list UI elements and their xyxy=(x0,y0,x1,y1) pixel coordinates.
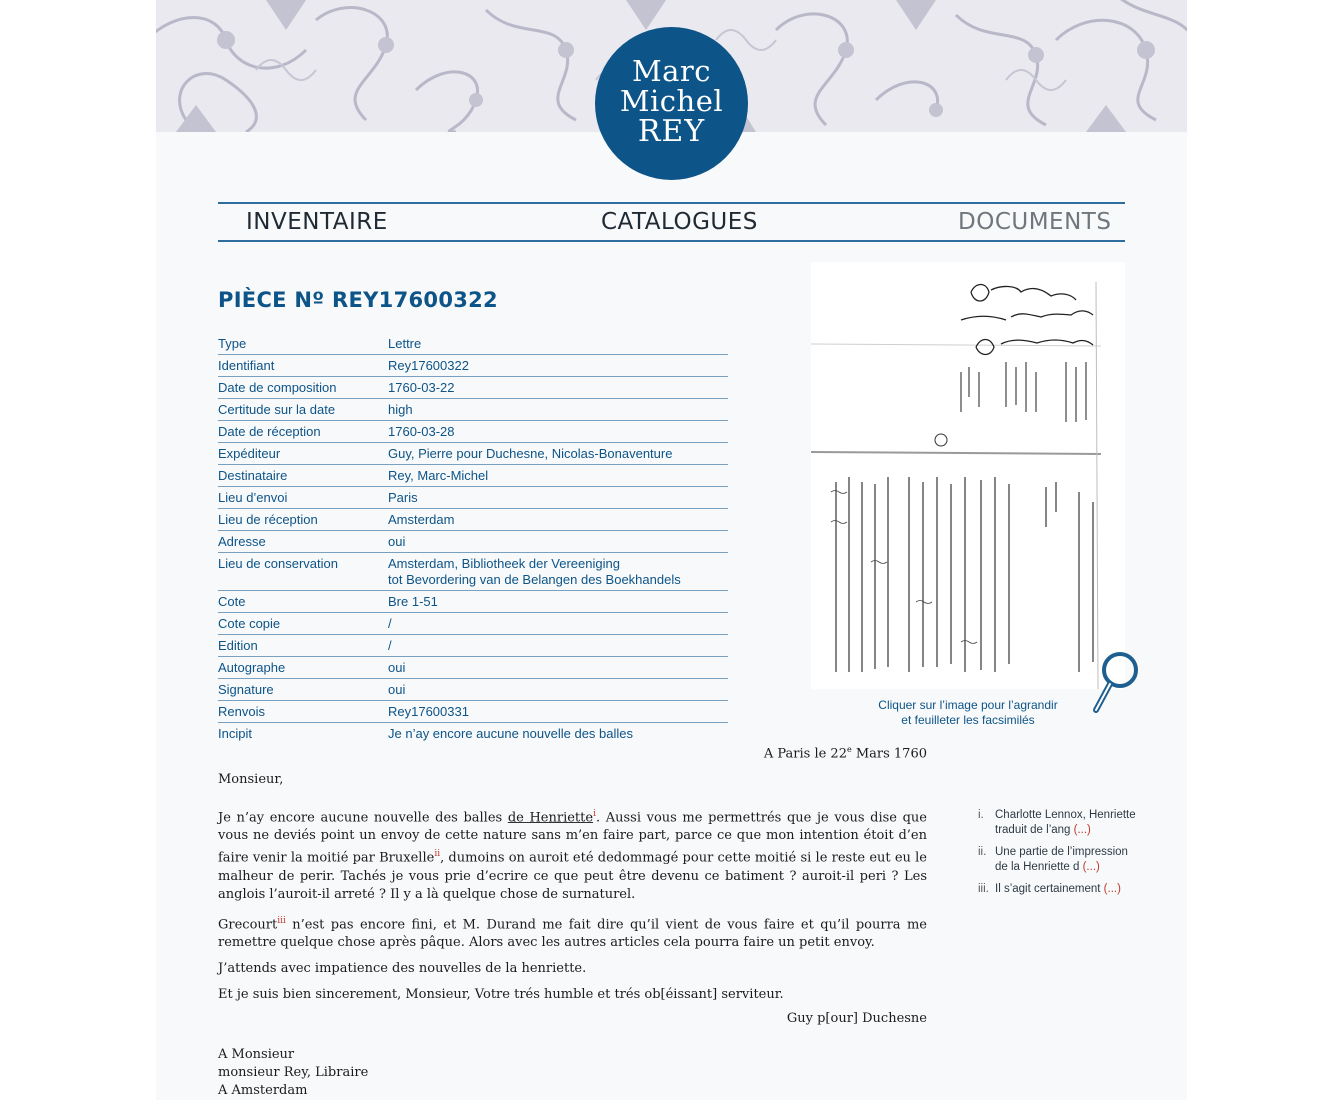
p1-text-b: . Aussi vous me permettrés que je vous dise que vous ne deviés point un envoy de cette nature sans m’en faire part, parce ce que mon intention étoit d’en faire venir la moitié par Bruxelle xyxy=(218,810,928,866)
logo[interactable] xyxy=(595,27,748,180)
meta-key: Autographe xyxy=(218,660,286,675)
meta-key: Type xyxy=(218,336,247,351)
footnote-i xyxy=(978,808,1138,837)
footnote-ref-iii[interactable]: iii xyxy=(277,915,286,926)
meta-key: Lieu de réception xyxy=(218,512,318,527)
facsimile-image[interactable] xyxy=(811,262,1125,689)
meta-value: / xyxy=(388,616,392,631)
page xyxy=(156,0,1187,1100)
meta-row-cote-copie xyxy=(218,613,728,635)
caption-line-1: Cliquer sur l’image pour l’agrandir xyxy=(878,698,1058,712)
meta-key: Edition xyxy=(218,638,258,653)
meta-key: Lieu de conservation xyxy=(218,556,338,571)
meta-row-lieu-envoi xyxy=(218,487,728,509)
meta-value: 1760-03-22 xyxy=(388,380,455,395)
p1-text-c: , dumoins on auroit eté dedommagé pour cette moitié si le reste eut eu le malheur de perir. Tachés je vous prie d’ecrire ce que peut être devenu ce batiment ? auroit-il peri ? Les anglois l’auroit-il arreté ? Il y a là quelque chose de surnaturel. xyxy=(218,850,927,902)
footnote-text: Charlotte Lennox, Henriette traduit de l’ang xyxy=(995,809,1136,836)
meta-row-date-reception xyxy=(218,421,728,443)
meta-row-signature xyxy=(218,679,728,701)
manuscript-scan xyxy=(811,262,1125,689)
meta-key: Renvois xyxy=(218,704,265,719)
meta-key: Lieu d’envoi xyxy=(218,490,288,505)
meta-value: Amsterdam xyxy=(388,512,455,527)
letter-body xyxy=(218,805,927,1012)
letter-dateline xyxy=(218,745,927,761)
meta-row-lieu-conservation xyxy=(218,553,728,591)
meta-key: Identifiant xyxy=(218,358,275,373)
meta-value: Rey, Marc-Michel xyxy=(388,468,489,483)
meta-value: Bre 1-51 xyxy=(388,594,438,609)
meta-value: / xyxy=(388,638,392,653)
meta-row-identifiant xyxy=(218,355,728,377)
meta-value: oui xyxy=(388,682,406,697)
meta-row-edition xyxy=(218,635,728,657)
meta-value-line-1: Amsterdam, Bibliotheek der Vereeniging xyxy=(388,556,620,571)
address-line-1: A Monsieur xyxy=(218,1047,295,1062)
meta-key: Certitude sur la date xyxy=(218,402,336,417)
p2-text-a: Grecourt xyxy=(218,916,278,932)
meta-key: Expéditeur xyxy=(218,446,281,461)
meta-value-line-2: tot Bevordering van de Belangen des Boekhandels xyxy=(388,572,681,587)
nav-inventaire[interactable]: INVENTAIRE xyxy=(246,209,388,235)
letter-paragraph-1 xyxy=(218,805,927,904)
meta-value xyxy=(388,556,728,588)
footnote-more-link[interactable]: (...) xyxy=(1082,860,1100,873)
letter-paragraph-4: Et je suis bien sincerement, Monsieur, Votre trés humble et trés ob[éissant] serviteur. xyxy=(218,986,784,1002)
main-nav xyxy=(218,202,1125,242)
dateline-part-2: Mars 1760 xyxy=(851,746,927,762)
dateline-superscript: e xyxy=(846,745,852,754)
dateline-part-1: A Paris le 22 xyxy=(763,746,847,762)
meta-value: 1760-03-28 xyxy=(388,424,455,439)
meta-row-destinataire xyxy=(218,465,728,487)
p1-text-a: Je n’ay encore aucune nouvelle des balles xyxy=(218,810,508,826)
p2-text-b: n’est pas encore fini, et M. Durand me fait dire qu’il vient de vous faire et qu’il pourra me remettre quelque chose après pâque. Alors avec les autres articles cela pourra faire un petit envoy. xyxy=(218,916,927,950)
meta-row-expediteur xyxy=(218,443,728,465)
meta-key: Incipit xyxy=(218,726,252,741)
letter-signature: Guy p[our] Duchesne xyxy=(786,1011,927,1026)
meta-key: Date de réception xyxy=(218,424,321,439)
meta-value: high xyxy=(388,402,413,417)
meta-row-renvois xyxy=(218,701,728,723)
meta-value-link[interactable]: Rey17600331 xyxy=(388,704,469,719)
footnote-ii xyxy=(978,845,1138,874)
meta-row-type xyxy=(218,333,728,355)
magnifier-icon[interactable] xyxy=(1090,650,1140,716)
meta-row-date-composition xyxy=(218,377,728,399)
meta-key: Destinataire xyxy=(218,468,288,483)
meta-key: Adresse xyxy=(218,534,266,549)
metadata-table xyxy=(218,333,728,744)
meta-row-certitude xyxy=(218,399,728,421)
meta-key: Date de composition xyxy=(218,380,337,395)
logo-line-2: Michel xyxy=(619,84,724,118)
meta-value: Rey17600322 xyxy=(388,358,469,373)
footnote-number: ii. xyxy=(978,846,987,858)
meta-row-adresse xyxy=(218,531,728,553)
nav-documents[interactable]: DOCUMENTS xyxy=(958,209,1112,235)
henriette-link[interactable]: de Henriette xyxy=(507,810,594,826)
footnote-text: Il s’agit certainement xyxy=(995,883,1104,895)
meta-value: Paris xyxy=(388,490,418,505)
meta-value: Guy, Pierre pour Duchesne, Nicolas-Bonaventure xyxy=(388,446,673,461)
letter-paragraph-3: J’attends avec impatience des nouvelles de la henriette. xyxy=(218,960,587,976)
footnote-number: iii. xyxy=(978,883,989,895)
caption-line-2: et feuilleter les facsimilés xyxy=(901,713,1035,727)
logo-line-1: Marc xyxy=(631,54,712,88)
meta-value: Lettre xyxy=(388,336,422,351)
meta-row-incipit xyxy=(218,723,728,744)
meta-row-cote xyxy=(218,591,728,613)
meta-row-autographe xyxy=(218,657,728,679)
meta-value: oui xyxy=(388,660,406,675)
nav-catalogues[interactable]: CATALOGUES xyxy=(601,209,758,235)
footnote-text: Une partie de l’impression de la Henriette d xyxy=(995,846,1128,873)
letter-address xyxy=(218,1046,368,1100)
meta-row-lieu-reception xyxy=(218,509,728,531)
footnote-number: i. xyxy=(978,809,984,821)
address-line-3: A Amsterdam xyxy=(218,1083,308,1098)
meta-value: oui xyxy=(388,534,406,549)
footnote-more-link[interactable]: (...) xyxy=(1103,883,1121,895)
meta-key: Signature xyxy=(218,682,274,697)
footnote-ref-ii[interactable]: ii xyxy=(434,849,441,860)
meta-value: Je n’ay encore aucune nouvelle des balles xyxy=(388,726,634,741)
meta-key: Cote copie xyxy=(218,616,281,631)
footnote-iii xyxy=(978,882,1138,897)
meta-key: Cote xyxy=(218,594,246,609)
letter-salutation: Monsieur, xyxy=(218,772,284,787)
page-title: PIÈCE Nº REY17600322 xyxy=(218,288,498,312)
address-line-2: monsieur Rey, Libraire xyxy=(218,1065,369,1080)
footnote-more-link[interactable]: (...) xyxy=(1073,823,1091,836)
letter-paragraph-2 xyxy=(218,912,927,952)
footnote-ref-i[interactable]: i xyxy=(593,809,596,819)
logo-line-3: REY xyxy=(637,114,706,149)
footnotes xyxy=(978,808,1138,905)
facsimile-caption xyxy=(856,698,1080,728)
